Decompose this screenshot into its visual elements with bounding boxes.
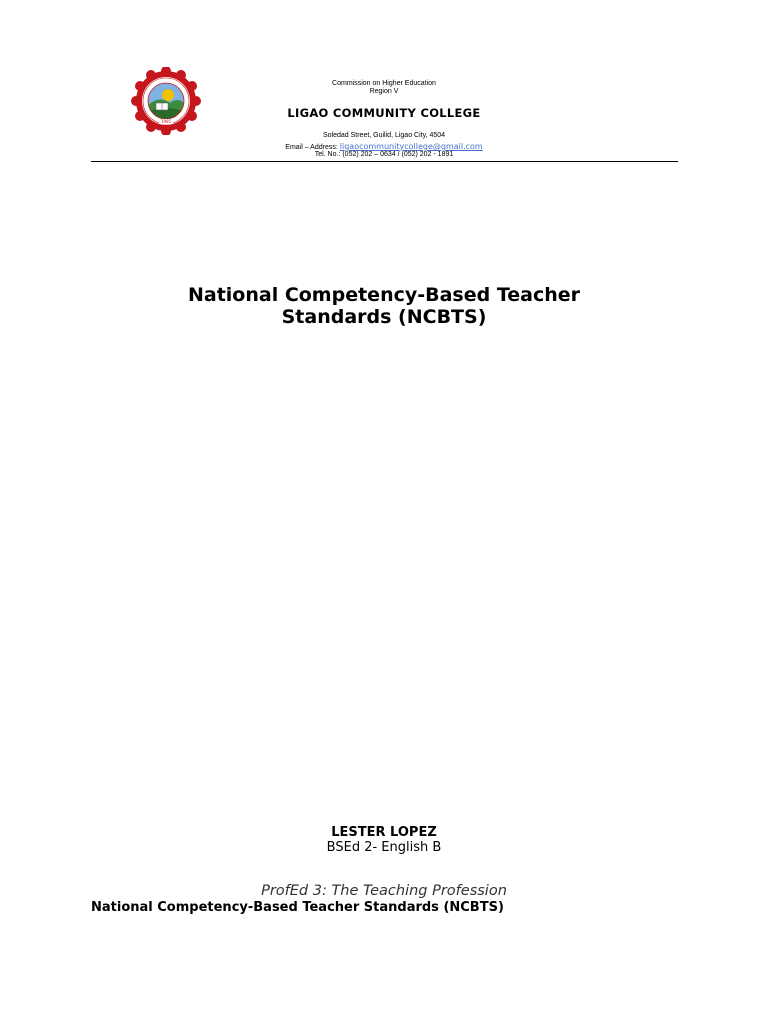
region-text: Region V: [369, 88, 399, 95]
seal-year: 1995: [160, 119, 172, 124]
commission-text: Commission on Higher Education: [332, 80, 436, 87]
author-course: BSEd 2- English B: [326, 840, 442, 855]
college-address: Soledad Street, Guilid, Ligao City, 4504: [322, 132, 446, 139]
letterhead-divider: [91, 161, 678, 162]
title-line-2: Standards (NCBTS): [281, 306, 487, 328]
telephone-text: Tel. No.: (052) 202 – 0634 / (052) 202 - 1891: [314, 151, 454, 158]
title-line-1: National Competency-Based Teacher: [187, 284, 581, 306]
document-title: [0, 284, 768, 328]
section-heading: National Competency-Based Teacher Standards (NCBTS): [91, 900, 504, 915]
email-link[interactable]: ligaocommunitycollege@gmail.com: [339, 142, 483, 151]
college-seal-logo: [123, 67, 209, 135]
author-name: LESTER LOPEZ: [331, 825, 437, 840]
subject-title: ProfEd 3: The Teaching Profession: [261, 883, 507, 899]
email-label: Email – Address:: [285, 144, 338, 151]
college-name: LIGAO COMMUNITY COLLEGE: [287, 106, 481, 120]
